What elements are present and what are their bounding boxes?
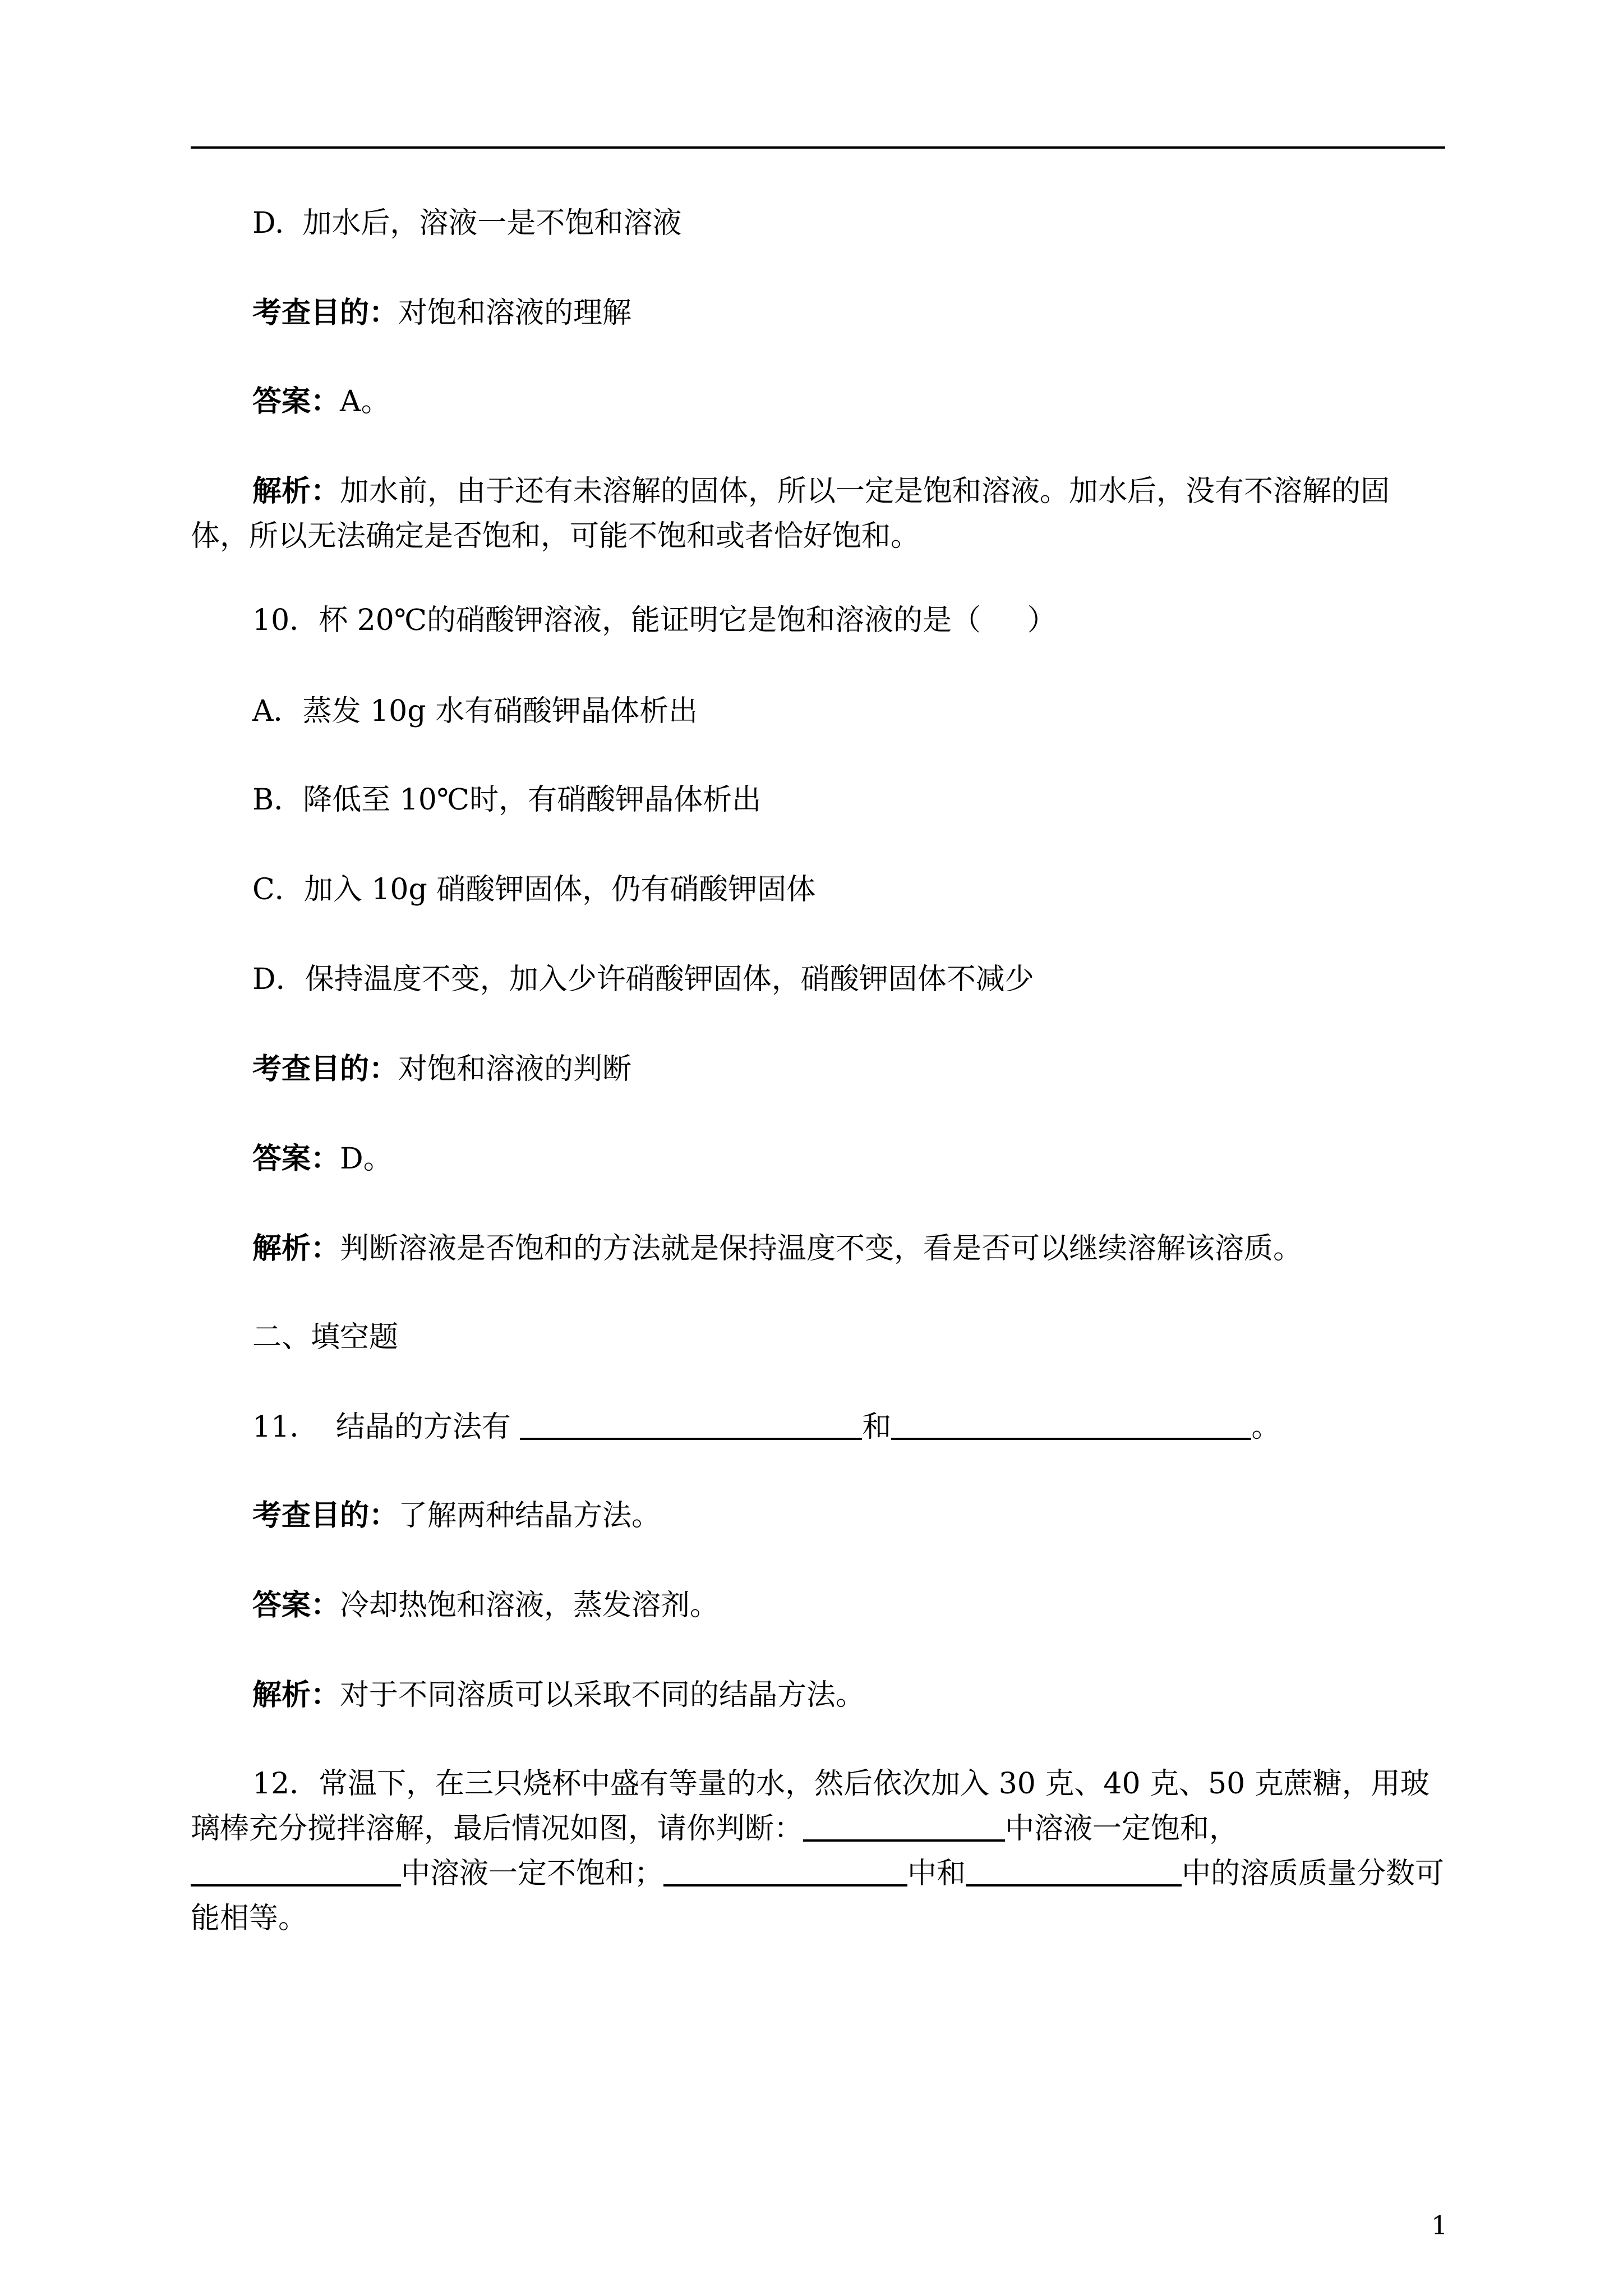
q11-purpose — [252, 1499, 661, 1533]
q11-answer — [252, 1589, 719, 1622]
q12-stem — [191, 1761, 1445, 1941]
answer-blank[interactable] — [191, 1857, 401, 1887]
q9-purpose — [252, 296, 631, 330]
q12-text: 中和 — [907, 1857, 966, 1890]
purpose-label: 考查目的： — [252, 296, 399, 330]
answer-label: 答案： — [252, 1588, 340, 1622]
q10-analysis — [252, 1232, 1302, 1266]
q12-text: 中的溶质质量分数可能相等。 — [191, 1857, 1445, 1935]
answer-blank[interactable] — [891, 1411, 1251, 1440]
q12-text: 中溶液一定不饱和； — [401, 1857, 664, 1890]
analysis-label: 解析： — [252, 1231, 340, 1266]
q10-answer — [252, 1142, 393, 1176]
q12-text: 中溶液一定饱和， — [1005, 1812, 1239, 1846]
analysis-text: 对于不同溶质可以采取不同的结晶方法。 — [340, 1678, 865, 1712]
purpose-text: 了解两种结晶方法。 — [398, 1499, 661, 1533]
answer-text: A。 — [340, 385, 390, 418]
q11-analysis — [252, 1678, 865, 1712]
purpose-label: 考查目的： — [252, 1052, 399, 1086]
q12-text: 12．常温下，在三只烧杯中盛有等量的水，然后依次加入 30 克、40 克、50 克蔗糖，用玻璃棒充分搅拌溶解，最后情况如图，请你判断： — [191, 1767, 1430, 1846]
q9-option-d: D. 加水后，溶液一是不饱和溶液 — [252, 206, 682, 240]
page-number: 1 — [1431, 2210, 1448, 2240]
purpose-label: 考查目的： — [252, 1498, 399, 1533]
q10-option-b: B．降低至 10℃时，有硝酸钾晶体析出 — [252, 783, 762, 817]
q9-answer — [252, 385, 390, 418]
answer-blank[interactable] — [966, 1857, 1182, 1887]
analysis-label: 解析： — [252, 474, 340, 508]
purpose-text: 对饱和溶液的理解 — [398, 296, 632, 330]
q11-stem-and: 和 — [862, 1410, 892, 1444]
answer-text: D。 — [340, 1142, 393, 1176]
q11-stem-start: 11. 结晶的方法有 — [252, 1410, 520, 1444]
analysis-text: 加水前，由于还有未溶解的固体，所以一定是饱和溶液。加水后，没有不溶解的固体，所以无法确定是否饱和，可能不饱和或者恰好饱和。 — [191, 475, 1390, 553]
answer-label: 答案： — [252, 1142, 340, 1176]
header-rule — [191, 146, 1445, 149]
q10-purpose — [252, 1052, 631, 1086]
section-title: 二、填空题 — [252, 1320, 399, 1354]
purpose-text: 对饱和溶液的判断 — [398, 1052, 632, 1086]
q10-option-a: A．蒸发 10g 水有硝酸钾晶体析出 — [252, 694, 698, 728]
q10-option-c: C．加入 10g 硝酸钾固体，仍有硝酸钾固体 — [252, 873, 816, 907]
answer-blank[interactable] — [663, 1857, 907, 1887]
answer-blank[interactable] — [803, 1812, 1005, 1842]
answer-blank[interactable] — [520, 1411, 862, 1440]
q9-analysis — [191, 469, 1445, 559]
analysis-text: 判断溶液是否饱和的方法就是保持温度不变，看是否可以继续溶解该溶质。 — [340, 1232, 1303, 1266]
q10-stem: 10．杯 20℃的硝酸钾溶液，能证明它是饱和溶液的是（ ） — [252, 604, 1057, 637]
q11-stem — [252, 1410, 1280, 1444]
analysis-label: 解析： — [252, 1678, 340, 1712]
q10-option-d: D．保持温度不变，加入少许硝酸钾固体，硝酸钾固体不减少 — [252, 963, 1034, 996]
answer-text: 冷却热饱和溶液，蒸发溶剂。 — [340, 1589, 720, 1622]
answer-label: 答案： — [252, 384, 340, 418]
q11-stem-end: 。 — [1251, 1410, 1281, 1444]
